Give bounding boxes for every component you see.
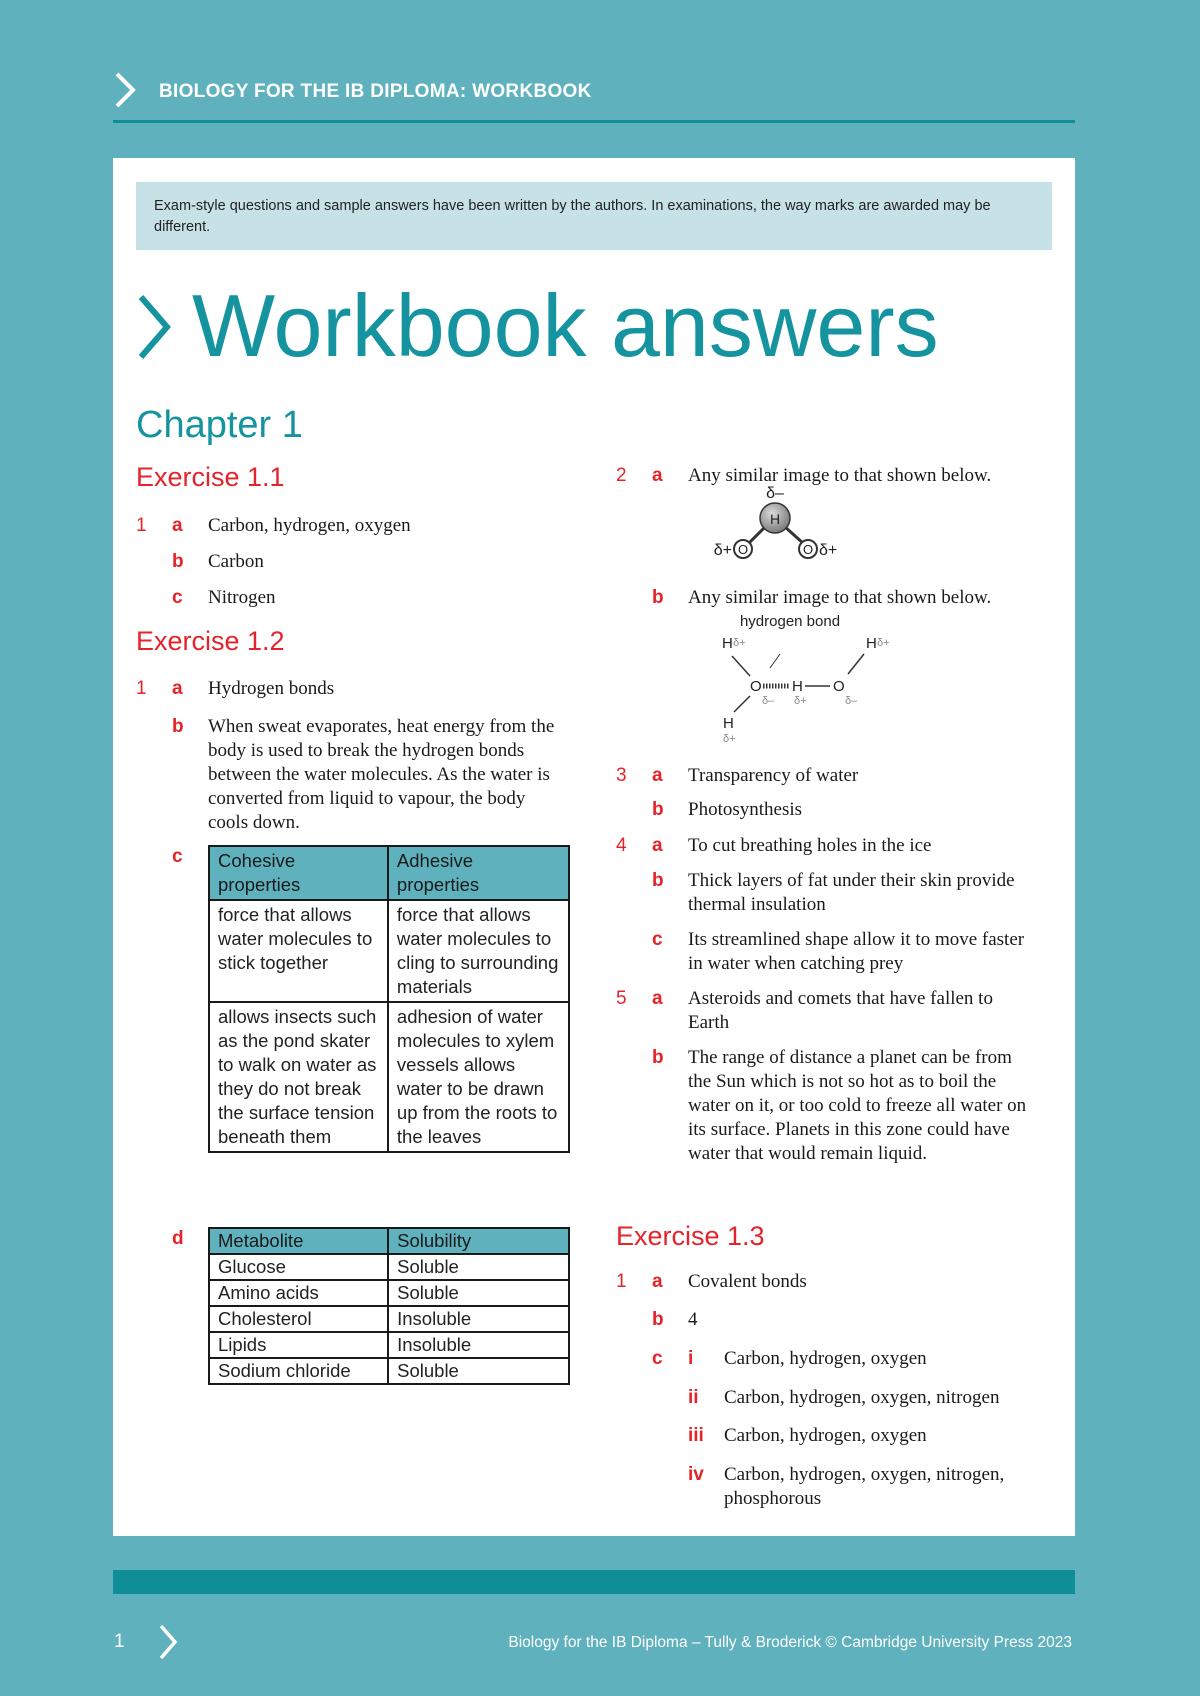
table-row [209,1358,569,1384]
part-label: a [652,1271,663,1292]
water-molecule-diagram [690,486,840,586]
partial-charge-label: δ– [766,486,784,502]
part-label: a [652,765,663,786]
answer-1b [136,715,596,845]
atom-label: H [792,678,803,695]
answer-4b [616,869,1056,928]
partial-charge-label: δ+ [733,637,746,649]
answer-text: Any similar image to that shown below. [688,587,992,608]
answer-2b [616,586,1056,764]
answer-1a [136,677,596,715]
book-title: BIOLOGY FOR THE IB DIPLOMA: WORKBOOK [159,81,592,102]
question-number: 1 [136,678,147,699]
answer-3b [616,798,1056,834]
table-row [209,1306,569,1332]
footer-bar [113,1570,1075,1594]
question-number: 4 [616,835,627,856]
label-pointer [770,654,780,668]
chevron-right-icon [158,1624,178,1660]
part-label: b [172,716,184,737]
answer-text: To cut breathing holes in the ice [688,835,932,856]
partial-charge-label: δ– [762,695,775,707]
diagram-label-line: hydrogen bond [739,613,841,630]
table-cell: Soluble [388,1280,569,1306]
diagram-label [740,613,840,630]
covalent-bond [784,526,804,544]
part-label: c [652,1348,663,1369]
covalent-bond [732,656,750,676]
part-label: b [652,1309,664,1330]
table-cell: force that allows water molecules to stick together [209,900,388,1002]
exercise-heading: Exercise 1.2 [136,626,285,656]
answer-2a [616,464,1056,586]
table-cell: Soluble [388,1358,569,1384]
table-cell: Sodium chloride [209,1358,388,1384]
table-cell: Lipids [209,1332,388,1358]
table-cell: Insoluble [388,1306,569,1332]
answer-text: When sweat evaporates, heat energy from the body is used to break the hydrogen bonds between the water molecules. As the water is converted from liquid to vapour, the body cools down. [208,716,555,833]
page-number: 1 [114,1631,125,1652]
question-number: 1 [136,515,147,536]
atom-label: O [750,678,762,695]
answer-1a [616,1270,1056,1308]
exercise-heading: Exercise 1.1 [136,462,285,492]
table-cell: adhesion of water molecules to xylem vessels allows water to be drawn up from the roots to the leaves [388,1002,569,1152]
table-header: Metabolite [209,1228,388,1254]
exercise-1-3-answers [616,1270,1056,1513]
subpart-label: ii [688,1387,699,1408]
answer-3a [616,764,1056,798]
answer-text: Hydrogen bonds [208,678,335,699]
part-label: c [652,929,663,950]
table-header: Cohesive properties [209,846,388,900]
answer-text: Covalent bonds [688,1271,807,1292]
exercise-1-1-answers [136,514,576,622]
answer-1c [136,845,596,1227]
atom-label: O [737,542,749,557]
subpart-label: iv [688,1464,704,1485]
subpart-label: iii [688,1425,704,1446]
part-label: c [172,846,183,867]
answer-1c-iii [616,1424,1056,1463]
answer-1c-i [616,1347,1056,1386]
answer-1c-iv [616,1463,1056,1513]
covalent-bond [748,526,766,544]
exercise-1-2-right-answers [616,464,1056,1196]
exercise-heading: Exercise 1.3 [616,1221,765,1251]
answer-text: Carbon, hydrogen, oxygen [208,515,411,536]
part-label: c [172,587,183,608]
table-header: Solubility [388,1228,569,1254]
answer-text: Carbon, hydrogen, oxygen [724,1425,927,1446]
chapter-heading: Chapter 1 [136,404,303,446]
exercise-1-2-left-answers [136,677,596,1417]
part-label: a [652,465,663,486]
atom-label: H [866,635,877,652]
table-cell: allows insects such as the pond skater to walk on water as they do not break the surface tension beneath them [209,1002,388,1152]
table-cell: Soluble [388,1254,569,1280]
question-number: 2 [616,465,627,486]
answer-4a [616,834,1056,869]
running-header [113,70,1075,123]
atom-label: H [722,635,733,652]
answer-text: Thick layers of fat under their skin provide thermal insulation [688,870,1015,915]
answer-5a [616,987,1056,1046]
atom-label: H [723,715,734,732]
partial-charge-label: δ+ [713,542,732,559]
answer-5b [616,1046,1056,1196]
partial-charge-label: δ+ [819,542,838,559]
table-cell: Insoluble [388,1332,569,1358]
answer-text: 4 [688,1309,698,1330]
page-content [113,158,1075,1536]
chevron-right-icon [113,72,137,108]
table-row [209,900,569,1002]
answer-text: Carbon, hydrogen, oxygen, nitrogen, phosphorous [724,1464,1005,1509]
table-row [209,1254,569,1280]
table-cell: Cholesterol [209,1306,388,1332]
properties-table [208,845,570,1153]
covalent-bond [848,654,864,674]
atom-label: H [769,511,781,527]
question-number: 5 [616,988,627,1009]
chevron-right-icon [136,294,172,360]
answer-text: Carbon [208,551,264,572]
table-header: Adhesive properties [388,846,569,900]
question-number: 1 [616,1271,627,1292]
part-label: d [172,1228,184,1249]
answer-text: Any similar image to that shown below. [688,465,992,486]
hydrogen-bond-diagram [690,608,890,758]
atom-label: O [833,678,845,695]
table-row [209,1280,569,1306]
answer-4c [616,928,1056,987]
part-label: a [652,988,663,1009]
part-label: b [652,870,664,891]
answer-text: The range of distance a planet can be from the Sun which is not so hot as to boil the water on it, or too cold to freeze all water on its surface. Planets in this zone could have water that would remain liquid. [688,1047,1027,1164]
atom-label: O [802,542,814,557]
answer-text: Carbon, hydrogen, oxygen, nitrogen [724,1387,1000,1408]
answer-1b [136,550,576,586]
answer-1d [136,1227,596,1417]
part-label: b [172,551,184,572]
answer-1c-ii [616,1386,1056,1424]
partial-charge-label: δ+ [794,695,807,707]
subpart-label: i [688,1348,694,1369]
answer-1a [136,514,576,550]
answer-text: Carbon, hydrogen, oxygen [724,1348,927,1369]
table-cell: Glucose [209,1254,388,1280]
answer-text: Photosynthesis [688,799,803,820]
table-row [209,1332,569,1358]
partial-charge-label: δ+ [723,733,736,745]
question-number: 3 [616,765,627,786]
answer-text: Asteroids and comets that have fallen to Earth [688,988,993,1033]
answer-text: Its streamlined shape allow it to move faster in water when catching prey [688,929,1025,974]
partial-charge-label: δ– [845,695,858,707]
part-label: a [172,515,183,536]
part-label: b [652,587,664,608]
part-label: a [652,835,663,856]
copyright-credit: Biology for the IB Diploma – Tully & Broderick © Cambridge University Press 2023 [508,1634,1072,1651]
answer-1b [616,1308,1056,1347]
part-label: a [172,678,183,699]
part-label: b [652,1047,664,1068]
table-cell: Amino acids [209,1280,388,1306]
part-label: b [652,799,664,820]
answer-text: Nitrogen [208,587,276,608]
exam-note: Exam-style questions and sample answers have been written by the authors. In examinations, the way marks are awarded may be different. [136,182,1052,250]
answer-1c [136,586,576,622]
table-cell: force that allows water molecules to cling to surrounding materials [388,900,569,1002]
solubility-table [208,1227,570,1385]
partial-charge-label: δ+ [877,637,890,649]
covalent-bond [734,696,750,712]
answer-text: Transparency of water [688,765,859,786]
table-row [209,1002,569,1152]
page-title-text: Workbook answers [192,276,939,375]
